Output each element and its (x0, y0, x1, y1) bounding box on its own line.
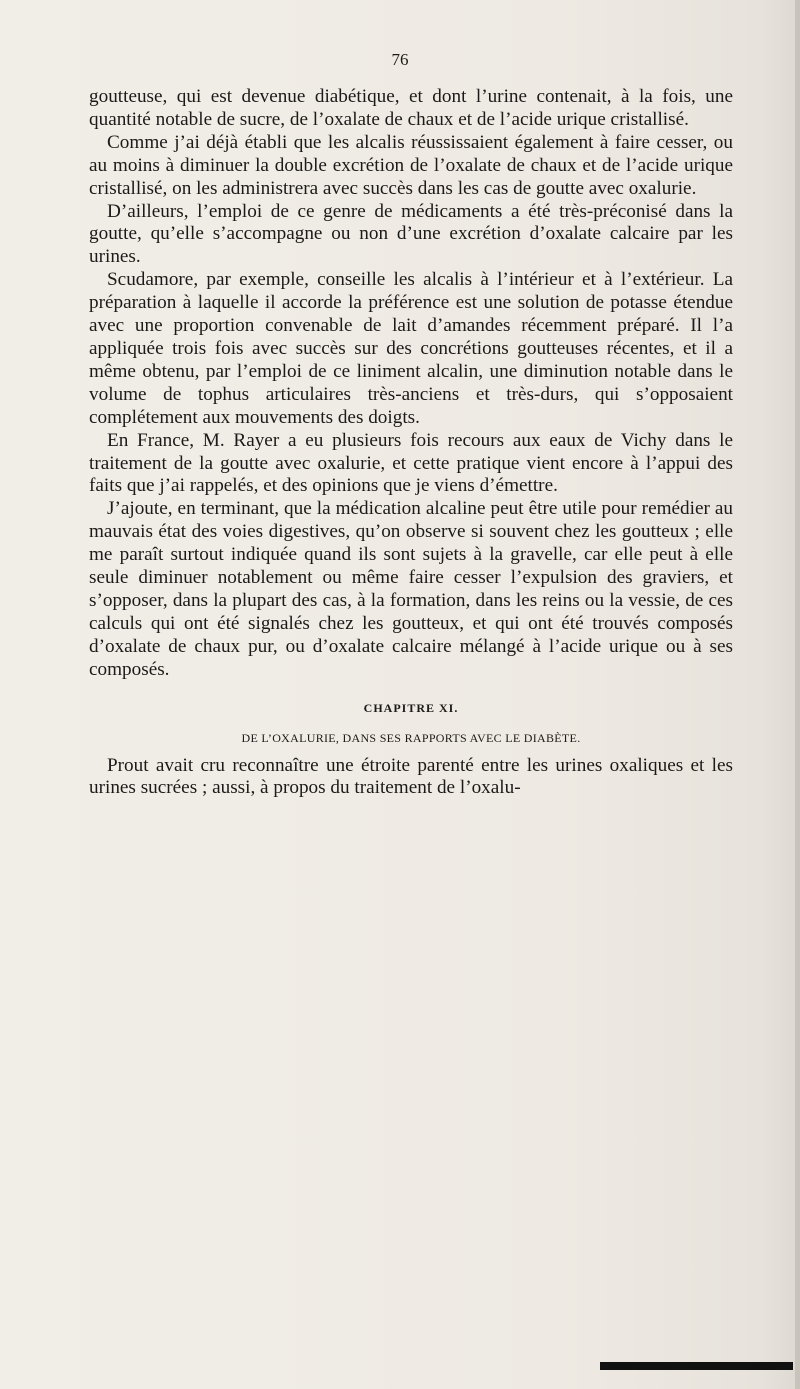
paragraph-6: J’ajoute, en terminant, que la médication alcaline peut être utile pour remédier au mauvais état des voies digestives, qu’on observe si souvent chez les goutteux ; elle me paraît surtout indiquée quand ils sont sujets à la gravelle, car elle peut à elle seule diminuer notablement ou même faire cesser l’expulsion des graviers, et s’opposer, dans la plupart des cas, à la formation, dans les reins ou la vessie, de ces calculs qui ont été signalés chez les goutteux, et qui ont été trouvés composés d’oxalate de chaux pur, ou d’oxalate calcaire mélangé à l’acide urique ou à ses composés. (89, 498, 733, 680)
page-edge-shadow (795, 0, 800, 1389)
page-body (89, 86, 733, 800)
closing-paragraph: Prout avait cru reconnaître une étroite parenté entre les urines oxaliques et les urines sucrées ; aussi, à propos du traitement de l’oxalu- (89, 754, 733, 799)
page-number: 76 (391, 50, 409, 69)
paragraph-2: Comme j’ai déjà établi que les alcalis réussissaient également à faire cesser, ou au moins à diminuer la double excrétion de l’oxalate de chaux et de l’acide urique cristallisé, on les administrera avec succès dans les cas de goutte avec oxalurie. (89, 131, 733, 199)
paragraph-1: goutteuse, qui est devenue diabétique, et dont l’urine contenait, à la fois, une quantité notable de sucre, de l’oxalate de chaux et de l’acide urique cristallisé. (89, 86, 733, 130)
chapter-heading: CHAPITRE XI. (363, 700, 459, 715)
chapter-title: DE L’OXALURIE, DANS SES RAPPORTS AVEC LE DIABÈTE. (241, 730, 581, 745)
paragraph-4: Scudamore, par exemple, conseille les alcalis à l’intérieur et à l’extérieur. La préparation à laquelle il accorde la préférence est une solution de potasse étendue avec une proportion convenable de lait d’amandes récemment préparé. Il l’a appliquée trois fois avec succès sur des concrétions goutteuses récentes, et il a même obtenu, par l’emploi de ce liniment alcalin, une diminution notable dans le volume de tophus articulaires très-anciens et très-durs, qui s’opposaient complétement aux mouvements des doigts. (89, 269, 733, 428)
bottom-rule (600, 1362, 793, 1370)
paragraph-5: En France, M. Rayer a eu plusieurs fois recours aux eaux de Vichy dans le traitement de la goutte avec oxalurie, et cette pratique vient encore à l’appui des faits que j’ai rappelés, et des opinions que je viens d’émettre. (89, 429, 733, 497)
paragraph-3: D’ailleurs, l’emploi de ce genre de médicaments a été très-préconisé dans la goutte, qu’elle s’accompagne ou non d’une excrétion d’oxalate calcaire par les urines. (89, 200, 733, 268)
